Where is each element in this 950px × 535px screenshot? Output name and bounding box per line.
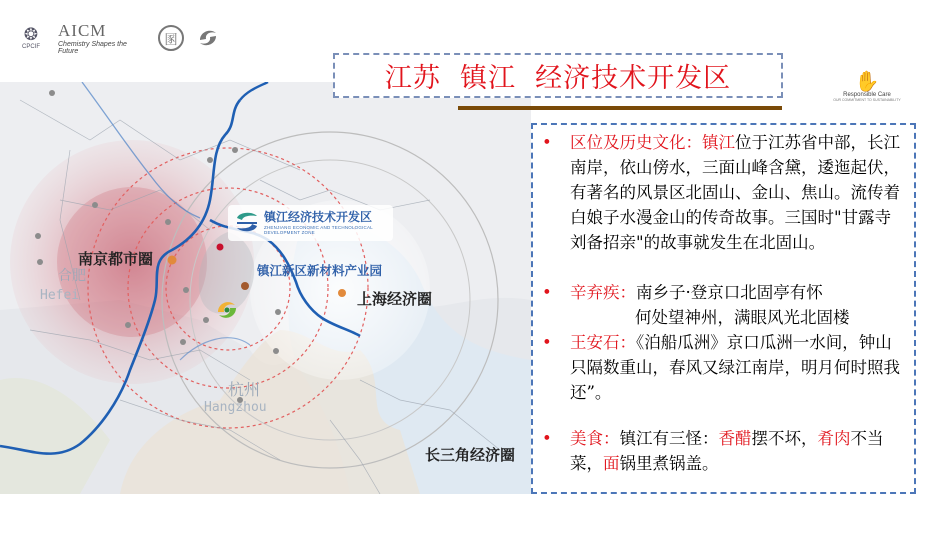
city-dot (183, 287, 189, 293)
label-hangzhou-cn: 杭州 (228, 380, 261, 399)
cpcif-logo (14, 26, 48, 50)
seal-glyph: 圂 (164, 32, 178, 48)
city-dot-shanghai (338, 289, 346, 297)
info-item-location (541, 130, 906, 255)
city-dot (92, 202, 98, 208)
bullet-icon: • (542, 333, 552, 352)
poem-line1: 南乡子·登京口北固亭有怀 (636, 283, 823, 302)
cpcif-logo-text: CPCIF (22, 44, 40, 50)
city-dot (37, 259, 43, 265)
title-underline (458, 106, 782, 110)
city-dot-newarea (241, 282, 249, 290)
city-dot (35, 233, 41, 239)
zone-badge (228, 205, 393, 241)
label-new-area: 镇江新区新材料产业园 (257, 263, 383, 278)
food-text: 锅里煮锅盖。 (619, 454, 719, 473)
bullet-icon: • (542, 133, 552, 152)
food-text: 镇江有三怪： (619, 429, 719, 448)
info-item-xin-qiji (541, 280, 906, 330)
label-hefei-en: Hefei (40, 288, 80, 303)
bullet-icon: • (542, 429, 552, 448)
info-head: 美食： (570, 429, 620, 448)
zone-english-line2: DEVELOPMENT ZONE (264, 230, 315, 235)
seal-logo-icon (158, 25, 184, 51)
info-head: 区位及历史文化： (570, 133, 702, 152)
city-dot (203, 317, 209, 323)
info-item-food (541, 426, 906, 476)
city-dot (275, 309, 281, 315)
city-dot (125, 322, 131, 328)
hands-icon: ✋ (854, 69, 880, 93)
bullet-icon: • (542, 283, 552, 302)
zone-logo-icon (234, 210, 260, 234)
city-dot-nanjing (168, 256, 177, 265)
aicm-logo (58, 21, 148, 55)
city-dot (273, 348, 279, 354)
page-title: 江苏 镇江 经济技术开发区 (384, 63, 732, 94)
aicm-logo-text: AICM (58, 21, 107, 40)
food-highlight: 面 (603, 454, 620, 473)
label-hefei-cn: 合肥 (58, 268, 86, 284)
swirl-logo-icon (194, 24, 222, 52)
region-map (0, 82, 531, 494)
food-highlight: 肴肉 (817, 429, 851, 448)
label-delta: 长三角经济圈 (425, 446, 516, 464)
food-highlight: 香醋 (718, 429, 752, 448)
info-head: 辛弃疾： (570, 283, 636, 302)
city-dot (180, 339, 186, 345)
poem-line2: 何处望神州，满眼风光北固楼 (635, 308, 850, 327)
title-box (333, 53, 783, 98)
info-text: 位于江苏省中部，长江南岸，依山傍水，三面山峰含黛，逶迤起伏，有著名的风景区北固山、金山、焦山。流传着白娘子水漫金山的传奇故事。三国时"甘露寺刘备招亲"的故事就发生在北固山。 (570, 133, 900, 252)
header-logos (14, 22, 222, 54)
zone-name: 镇江经济技术开发区 (264, 210, 373, 224)
food-text: 摆不坏， (751, 429, 818, 448)
zone-english (264, 225, 373, 235)
rc-logo-tagline: OUR COMMITMENT TO SUSTAINABILITY (833, 98, 901, 102)
food-text: 不当菜， (570, 429, 884, 473)
responsible-care-logo (832, 70, 902, 102)
city-dot (165, 219, 171, 225)
city-dot (49, 90, 55, 96)
info-box (531, 123, 916, 494)
info-place: 镇江 (702, 133, 735, 152)
label-hangzhou-en: Hangzhou (204, 400, 267, 415)
info-text: 《泊船瓜洲》京口瓜洲一水间，钟山只隔数重山，春风又绿江南岸，明月何时照我还”。 (570, 333, 900, 402)
label-shanghai: 上海经济圈 (357, 290, 433, 308)
info-head: 王安石： (570, 333, 636, 352)
aicm-slogan: Chemistry Shapes the Future (58, 41, 127, 55)
city-dot (232, 147, 238, 153)
cpcif-emblem-icon: ❂ (23, 25, 39, 45)
label-nanjing: 南京都市圈 (78, 250, 154, 268)
zone-english-line1: ZHENJIANG ECONOMIC AND TECHNOLOGICAL (264, 225, 373, 230)
city-dot (207, 157, 213, 163)
rc-logo-name: Responsible Care (843, 92, 891, 98)
city-dot-zhenjiang (217, 244, 224, 251)
info-item-wang-anshi (541, 330, 906, 405)
